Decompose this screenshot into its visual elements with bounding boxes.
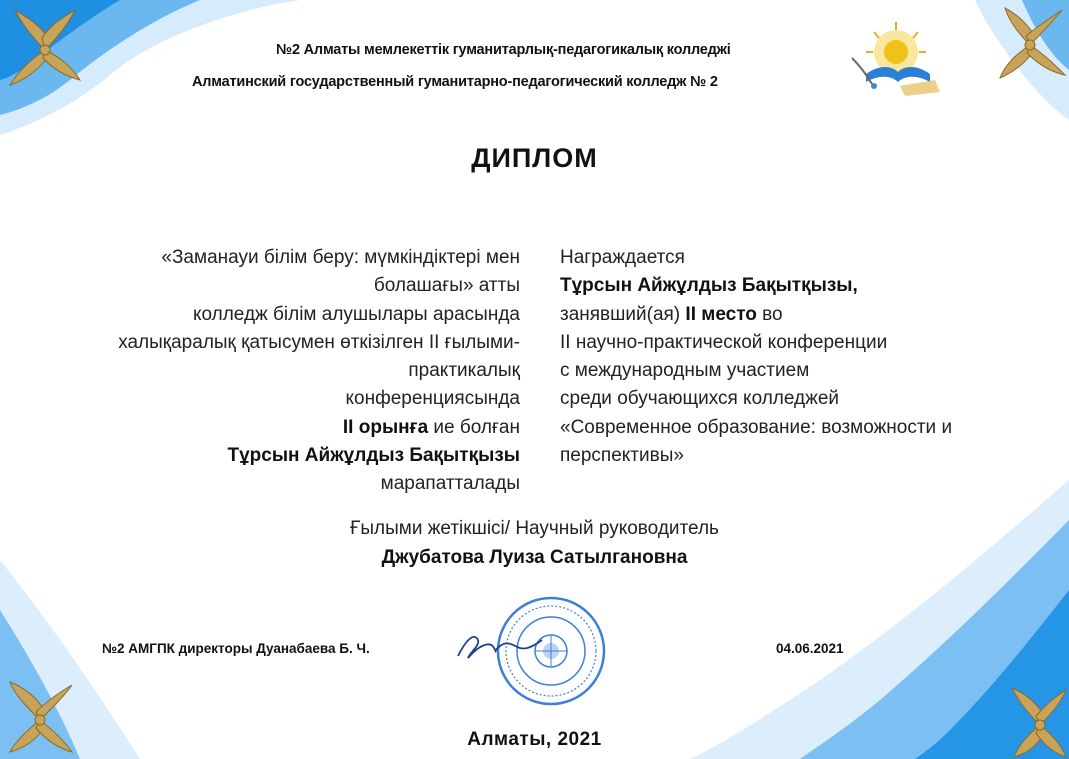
kz-place-rest: ие болған	[428, 416, 520, 438]
ru-line-8: перспективы»	[560, 445, 684, 467]
kz-line-4: халықаралық қатысумен өткізілген II ғылыми-	[118, 331, 520, 353]
ru-awardee-name	[560, 272, 952, 300]
award-text-kz	[118, 244, 520, 499]
official-stamp	[498, 598, 604, 704]
ru-line-1: Награждается	[560, 247, 685, 268]
diploma-title: ДИПЛОМ	[471, 143, 598, 173]
ru-line-7: «Современное образование: возможности и	[560, 416, 953, 438]
kz-place-bold: II орынға	[342, 416, 429, 438]
ru-place-end: во	[756, 303, 783, 325]
header-college-name-kz: №2 Алматы мемлекеттік гуманитарлық-педагогикалық колледжі	[276, 42, 731, 58]
kz-line-9: марапатталады	[380, 473, 520, 495]
supervisor-label: Ғылыми жетікшісі/ Научный руководитель	[350, 518, 719, 539]
director-line: №2 АМГПК директоры Дуанабаева Б. Ч.	[102, 641, 370, 656]
kz-awardee-name-text: Тұрсын Айжұлдыз Бақытқызы	[227, 445, 520, 467]
kz-line-6: конференциясында	[345, 388, 520, 410]
college-logo	[852, 22, 940, 96]
award-text-ru	[560, 244, 952, 470]
kz-place-line	[118, 414, 520, 442]
kz-line-2: болашағы» атты	[373, 275, 520, 297]
supervisor-name: Джубатова Луиза Сатылгановна	[381, 547, 688, 568]
signature-date: 04.06.2021	[776, 641, 844, 656]
ru-line-5: с международным участием	[560, 360, 810, 382]
ru-place-line	[560, 301, 952, 329]
ru-awardee-name-text: Тұрсын Айжұлдыз Бақытқызы,	[560, 275, 858, 297]
ru-place-start: занявший(ая)	[560, 303, 686, 325]
ru-line-6: среди обучающихся колледжей	[560, 388, 840, 410]
kz-awardee-name	[118, 442, 520, 470]
kz-line-1: «Заманауи білім беру: мүмкіндіктері мен	[161, 247, 520, 268]
kz-line-3: колледж білім алушылары арасында	[192, 303, 520, 325]
footer-place-year: Алматы, 2021	[467, 729, 602, 750]
ru-place-bold: II место	[685, 303, 757, 325]
kz-line-5: практикалық	[408, 360, 520, 382]
header-college-name-ru: Алматинский государственный гуманитарно-педагогический колледж № 2	[192, 74, 718, 90]
ru-line-4: II научно-практической конференции	[560, 331, 888, 353]
